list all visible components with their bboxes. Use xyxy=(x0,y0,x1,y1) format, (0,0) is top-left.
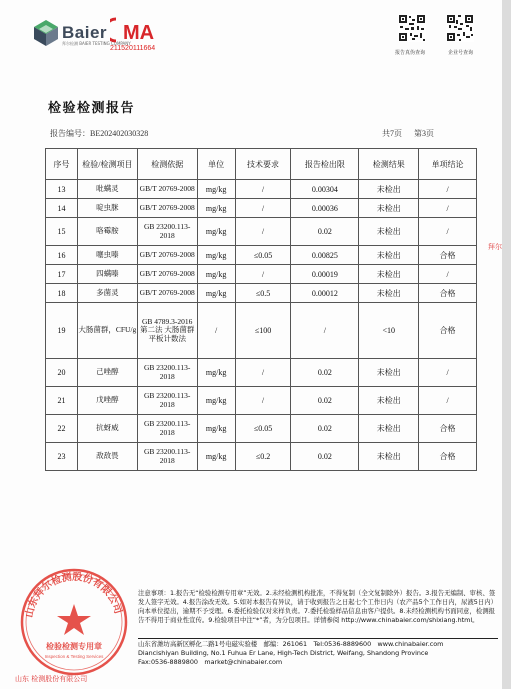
col-header: 单项结论 xyxy=(419,149,477,180)
col-header: 检测依据 xyxy=(137,149,197,180)
table-cell-result: 未检出 xyxy=(359,218,419,246)
table-cell-limit: 0.00036 xyxy=(291,199,359,218)
page-total: 共7页 xyxy=(382,129,402,138)
table-cell-result: 未检出 xyxy=(359,415,419,443)
table-cell-item: 噻虫嗪 xyxy=(77,246,137,265)
seal-bottom-text: 山东 检测股份有限公司 xyxy=(15,675,88,683)
table-cell-limit: 0.00019 xyxy=(291,265,359,284)
table-cell-concl: / xyxy=(419,387,477,415)
page-indicator xyxy=(382,128,434,139)
qr-code-icon xyxy=(398,14,426,42)
table-cell-concl: / xyxy=(419,359,477,387)
table-cell-limit: 0.00304 xyxy=(291,180,359,199)
table-cell-item: 多菌灵 xyxy=(77,284,137,303)
table-cell-result: 未检出 xyxy=(359,180,419,199)
col-header: 报告检出限 xyxy=(291,149,359,180)
table-row xyxy=(46,218,477,246)
table-cell-req: ≤0.2 xyxy=(235,443,291,471)
table-cell-std: GB/T 20769-2008 xyxy=(137,199,197,218)
company-seal-icon xyxy=(14,560,134,678)
table-cell-limit: 0.02 xyxy=(291,218,359,246)
cma-mark-text: MA xyxy=(123,22,155,44)
table-cell-unit: mg/kg xyxy=(197,218,235,246)
table-cell-req: / xyxy=(235,387,291,415)
col-header: 检验/检测项目 xyxy=(77,149,137,180)
table-cell-result: <10 xyxy=(359,303,419,359)
table-cell-unit: mg/kg xyxy=(197,443,235,471)
table-cell-req: / xyxy=(235,265,291,284)
table-row xyxy=(46,180,477,199)
table-cell-concl: 合格 xyxy=(419,443,477,471)
seal-ring-text: 山东拜尔检测股份有限公司 xyxy=(24,571,124,619)
table-cell-no: 14 xyxy=(46,199,78,218)
table-cell-concl: 合格 xyxy=(419,415,477,443)
table-cell-unit: mg/kg xyxy=(197,246,235,265)
table-cell-std: GB/T 20769-2008 xyxy=(137,180,197,199)
table-cell-req: / xyxy=(235,359,291,387)
table-cell-unit: mg/kg xyxy=(197,284,235,303)
table-cell-concl: / xyxy=(419,199,477,218)
col-header: 技术要求 xyxy=(235,149,291,180)
qr-left-label: 报告真伪查询 xyxy=(395,50,426,56)
table-cell-req: ≤100 xyxy=(235,303,291,359)
table-cell-unit: mg/kg xyxy=(197,387,235,415)
table-cell-item: 咯霉胺 xyxy=(77,218,137,246)
table-cell-req: / xyxy=(235,218,291,246)
logo-name: Baier xyxy=(62,23,108,42)
table-row xyxy=(46,284,477,303)
table-cell-std: GB 23200.113-2018 xyxy=(137,359,197,387)
table-cell-std: GB/T 20769-2008 xyxy=(137,246,197,265)
table-cell-limit: / xyxy=(291,303,359,359)
baier-logo-icon xyxy=(31,18,61,48)
table-cell-result: 未检出 xyxy=(359,387,419,415)
divider xyxy=(138,638,498,639)
table-cell-std: GB/T 20769-2008 xyxy=(137,284,197,303)
table-row xyxy=(46,415,477,443)
report-title: 检验检测报告 xyxy=(48,101,136,116)
table-cell-unit: mg/kg xyxy=(197,199,235,218)
cma-mark-icon xyxy=(110,15,158,45)
table-cell-std: GB 4789.3-2016 第二法 大肠菌群平板计数法 xyxy=(137,303,197,359)
table-cell-std: GB 23200.113-2018 xyxy=(137,218,197,246)
table-cell-result: 未检出 xyxy=(359,199,419,218)
table-cell-std: GB/T 20769-2008 xyxy=(137,265,197,284)
table-cell-item: 吡螨灵 xyxy=(77,180,137,199)
cma-number: 211520111664 xyxy=(110,45,156,52)
table-cell-limit: 0.02 xyxy=(291,359,359,387)
table-cell-item: 四螨嗪 xyxy=(77,265,137,284)
table-header-row xyxy=(46,149,477,180)
table-cell-no: 15 xyxy=(46,218,78,246)
table-cell-unit: mg/kg xyxy=(197,415,235,443)
table-row xyxy=(46,387,477,415)
table-cell-unit: mg/kg xyxy=(197,359,235,387)
table-cell-limit: 0.00825 xyxy=(291,246,359,265)
table-cell-std: GB 23200.113-2018 xyxy=(137,415,197,443)
table-cell-result: 未检出 xyxy=(359,246,419,265)
address-block xyxy=(138,640,498,667)
table-cell-result: 未检出 xyxy=(359,265,419,284)
table-cell-req: ≤0.05 xyxy=(235,415,291,443)
table-cell-concl: / xyxy=(419,265,477,284)
table-cell-unit: mg/kg xyxy=(197,265,235,284)
table-cell-req: ≤0.05 xyxy=(235,246,291,265)
table-cell-item: 抗蚜威 xyxy=(77,415,137,443)
table-cell-req: / xyxy=(235,199,291,218)
table-cell-no: 16 xyxy=(46,246,78,265)
table-cell-concl: 合格 xyxy=(419,303,477,359)
table-cell-no: 22 xyxy=(46,415,78,443)
logo-subtitle: 拜尔检测 BAIER TESTING COMPANY xyxy=(62,41,131,46)
table-row xyxy=(46,246,477,265)
qr-right-label: 企业号查询 xyxy=(448,50,474,56)
table-cell-limit: 0.02 xyxy=(291,415,359,443)
address-line-cn: 山东省潍坊高新区孵化二路1号电磁实验楼 邮编：261061 Tel:0536-8889600 www.chinabaier.com xyxy=(138,640,444,648)
qr-code-icon xyxy=(446,14,474,42)
col-header: 单位 xyxy=(197,149,235,180)
table-row xyxy=(46,359,477,387)
table-row xyxy=(46,443,477,471)
table-cell-concl: 合格 xyxy=(419,246,477,265)
table-cell-no: 20 xyxy=(46,359,78,387)
fax-email-line: Fax:0536-8889800 market@chinabaier.com xyxy=(138,657,283,666)
table-cell-no: 13 xyxy=(46,180,78,199)
table-cell-std: GB 23200.113-2018 xyxy=(137,443,197,471)
address-line-en: Diancishiyan Building, No.1 Fuhua Er Lane, High-Tech District, Weifang, Shandong Province xyxy=(138,648,429,657)
table-cell-req: ≤0.5 xyxy=(235,284,291,303)
table-cell-std: GB 23200.113-2018 xyxy=(137,387,197,415)
table-cell-no: 17 xyxy=(46,265,78,284)
page-current: 第3页 xyxy=(414,129,434,138)
table-cell-result: 未检出 xyxy=(359,359,419,387)
col-header: 检测结果 xyxy=(359,149,419,180)
col-header: 序号 xyxy=(46,149,78,180)
table-cell-limit: 0.02 xyxy=(291,443,359,471)
report-number: 报告编号：BE202402030328 xyxy=(50,129,149,138)
table-cell-item: 大肠菌群，CFU/g xyxy=(77,303,137,359)
table-cell-result: 未检出 xyxy=(359,284,419,303)
seal-center-text: 检验检测专用章 xyxy=(46,642,102,651)
table-cell-no: 23 xyxy=(46,443,78,471)
notes-text: 注意事项：1.报告无“检验检测专用章”无效。2.未经检测机构批准，不得复制（全文复制除外）报告。3.报告无编制、审核、签发人签字无效。4.报告涂改无效。5.如对本报告有异议，请于收到报告之日起七个工作日内（农产品5个工作日内，尿液5日内）向本单位提出，逾期不予受理。6.委托检验仅对来样负责。7.委托检验样品信息由客户提供。8.未经检测机构书面同意，检测报告不得用于商业性宣传。9.检验项目中注“*”者，为分包项目。详情参阅 http://www.chinabaier.com/shixiang.html。 xyxy=(138,589,498,624)
table-cell-no: 18 xyxy=(46,284,78,303)
table-cell-concl: 合格 xyxy=(419,284,477,303)
table-cell-item: 己唑醇 xyxy=(77,359,137,387)
background-strip xyxy=(502,0,511,689)
table-cell-limit: 0.00012 xyxy=(291,284,359,303)
table-cell-limit: 0.02 xyxy=(291,387,359,415)
table-cell-no: 21 xyxy=(46,387,78,415)
table-cell-item: 戊唑醇 xyxy=(77,387,137,415)
table-row xyxy=(46,265,477,284)
table-cell-req: / xyxy=(235,180,291,199)
table-cell-result: 未检出 xyxy=(359,443,419,471)
table-cell-no: 19 xyxy=(46,303,78,359)
table-row xyxy=(46,303,477,359)
side-stamp: 拜尔 xyxy=(488,243,502,251)
results-table xyxy=(45,148,477,471)
table-cell-concl: / xyxy=(419,218,477,246)
table-row xyxy=(46,199,477,218)
table-cell-item: 敌敌畏 xyxy=(77,443,137,471)
table-cell-concl: / xyxy=(419,180,477,199)
table-cell-unit: mg/kg xyxy=(197,180,235,199)
table-body xyxy=(46,180,477,471)
table-cell-item: 啶虫脒 xyxy=(77,199,137,218)
seal-english-line: Inspection & Testing Services xyxy=(44,654,104,659)
table-cell-unit: / xyxy=(197,303,235,359)
